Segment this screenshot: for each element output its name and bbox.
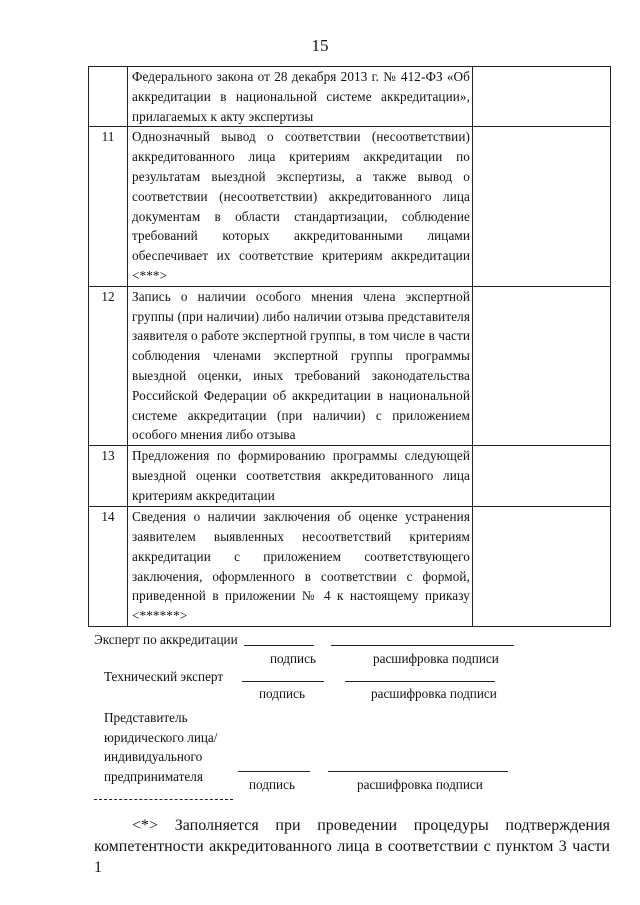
footnote-line: компетентности аккредитованного лица в соответствии с пунктом 3 части 1 xyxy=(94,838,610,876)
row-value-cell xyxy=(473,507,611,627)
row-value-cell xyxy=(473,67,611,127)
rep-signature-line xyxy=(238,771,310,772)
tech-decode-line xyxy=(345,681,495,682)
row-value-cell xyxy=(473,127,611,286)
representative-label xyxy=(104,708,217,786)
rep-signature-caption: подпись xyxy=(249,777,295,792)
row-number xyxy=(89,67,128,127)
expertise-table xyxy=(88,66,611,627)
table-row xyxy=(89,446,611,507)
row-number: 14 xyxy=(89,507,128,627)
representative-label-line: предпринимателя xyxy=(104,768,203,784)
tech-signature-line xyxy=(242,681,324,682)
expert-decode-line xyxy=(331,645,514,646)
rep-decode-line xyxy=(328,771,508,772)
footnote-line: <*> Заполняется при проведении процедуры подтверждения xyxy=(132,817,610,834)
row-text: Сведения о наличии заключения об оценке устранения заявителем выявленных несоответствий критериям аккредитации с приложением соответствующего заключения, оформленного в соответствии с формой, приведенной в приложении № 4 к настоящему приказу <******> xyxy=(128,507,473,627)
expert-label: Эксперт по аккредитации xyxy=(94,632,238,647)
row-text: Запись о наличии особого мнения члена экспертной группы (при наличии) либо наличии отзыва представителя заявителя о работе экспертной группы, в том числе в части соблюдения членами экспертной группы программы выездной оценки, иных требований законодательства Российской Федерации об аккредитации в национальной системе аккредитации (при наличии) с приложением особого мнения либо отзыва xyxy=(128,286,473,445)
rep-decode-caption: расшифровка подписи xyxy=(357,777,483,792)
expert-decode-caption: расшифровка подписи xyxy=(373,651,499,666)
row-number: 11 xyxy=(89,127,128,286)
table-row xyxy=(89,127,611,286)
row-text: Предложения по формированию программы следующей выездной оценки соответствия аккредитованного лица критериям аккредитации xyxy=(128,446,473,507)
representative-label-line: юридического лица/ xyxy=(104,729,218,745)
row-value-cell xyxy=(473,286,611,445)
table-row xyxy=(89,286,611,445)
footnote-separator xyxy=(94,799,233,800)
tech-decode-caption: расшифровка подписи xyxy=(371,686,497,701)
page-number: 15 xyxy=(311,36,329,55)
row-value-cell xyxy=(473,446,611,507)
expert-signature-caption: подпись xyxy=(270,651,316,666)
table-row xyxy=(89,507,611,627)
representative-label-line: индивидуального xyxy=(104,749,203,764)
row-number: 12 xyxy=(89,286,128,445)
expert-signature-line xyxy=(244,645,314,646)
row-text: Однозначный вывод о соответствии (несоответствии) аккредитованного лица критериям аккредитации по результатам выездной экспертизы, а также вывод о соответствии (несоответствии) аккредитованного лица документам в области стандартизации, соблюдение требований которых аккредитованными лицами обеспечивает их соответствие критериям аккредитации <***> xyxy=(128,127,473,286)
row-text: Федерального закона от 28 декабря 2013 г. № 412-ФЗ «Об аккредитации в национальной системе аккредитации», прилагаемых к акту экспертизы xyxy=(128,67,473,127)
table-row xyxy=(89,67,611,127)
representative-label-line: Представитель xyxy=(104,710,188,725)
row-number: 13 xyxy=(89,446,128,507)
tech-expert-label: Технический эксперт xyxy=(104,669,224,684)
footnote xyxy=(94,815,610,878)
tech-signature-caption: подпись xyxy=(259,686,305,701)
